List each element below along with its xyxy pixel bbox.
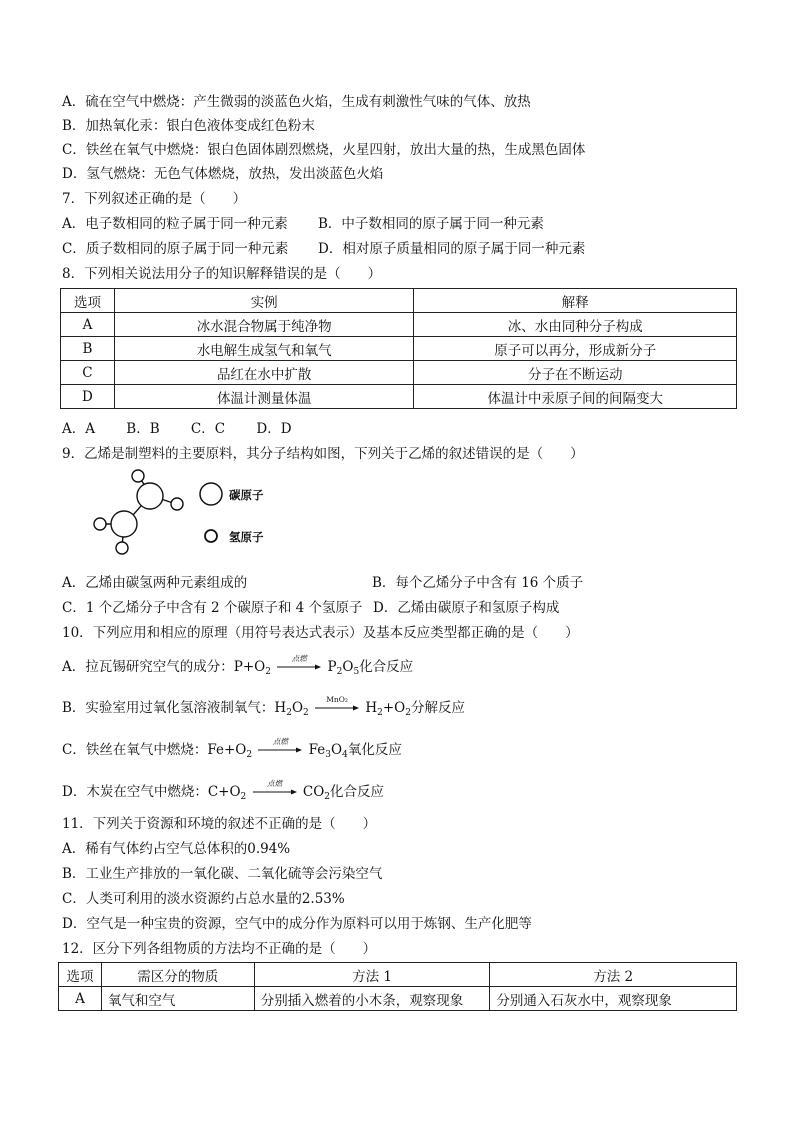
- q6-option-a: A．硫在空气中燃烧：产生微弱的淡蓝色火焰，生成有刺激性气味的气体、放热: [62, 94, 531, 110]
- reaction-arrow: [315, 695, 359, 714]
- reaction-type: 氧化反应: [347, 742, 402, 758]
- reaction-arrow: [277, 654, 321, 673]
- q7-stem: 7．下列叙述正确的是（ ）: [62, 191, 247, 207]
- table-header-cell: 需区分的物质: [101, 963, 254, 987]
- table-row: [61, 361, 737, 385]
- q11-option-d: D．空气是一种宝贵的资源，空气中的成分作为原料可以用于炼钢、生产化肥等: [62, 916, 532, 932]
- table-row: [59, 987, 737, 1011]
- equation-product: P: [327, 659, 337, 675]
- q6-option-d: D．氢气燃烧：无色气体燃烧，放热，发出淡蓝色火焰: [62, 166, 384, 182]
- reaction-type: 化合反应: [330, 784, 385, 800]
- reaction-condition: 点燃: [272, 737, 288, 746]
- equation-product-part: O: [342, 659, 354, 675]
- hydrogen-atom: [116, 542, 128, 554]
- table-cell: 分别插入燃着的小木条，观察现象: [254, 987, 490, 1011]
- q7-option-d: D．相对原子质量相同的原子属于同一种元素: [318, 241, 586, 257]
- equation-reactants: B．实验室用过氧化氢溶液制氧气：H: [62, 700, 287, 716]
- q6-option-b: B．加热氧化汞：银白色液体变成红色粉末: [62, 118, 315, 134]
- q11-option-a: A．稀有气体约占空气总体积的0.94%: [62, 841, 291, 857]
- ethylene-molecule-diagram: [90, 468, 200, 558]
- table-header-row: [59, 963, 737, 987]
- q10-option-d: D．木炭在空气中燃烧：$C+O_2$ 点燃 $CO_2$化合反应: [62, 784, 384, 800]
- table-cell: D: [61, 385, 115, 409]
- q10-option-a: A．拉瓦锡研究空气的成分：$P+O_2$ 点燃 $P_2O_5$化合反应: [62, 659, 413, 675]
- table-header-cell: 方法 2: [490, 963, 737, 987]
- table-cell: 冰水混合物属于纯净物: [114, 313, 414, 337]
- q10-option-c: C．铁丝在氧气中燃烧：$Fe+O_2$ 点燃 $Fe_3O_4$氧化反应: [62, 742, 402, 758]
- q10-stem: 10．下列应用和相应的原理（用符号表达式表示）及基本反应类型都正确的是（ ）: [62, 625, 579, 641]
- reaction-condition: 点燃: [291, 654, 307, 663]
- q11-option-b: B．工业生产排放的一氧化碳、二氧化硫等会污染空气: [62, 866, 383, 882]
- q7-option-c: C．质子数相同的原子属于同一种元素: [62, 241, 289, 257]
- q9-option-a: A．乙烯由碳氢两种元素组成的: [62, 575, 248, 591]
- table-row: [61, 337, 737, 361]
- table-header-cell: 解释: [414, 289, 737, 313]
- equation-reactants-part: O: [291, 700, 304, 716]
- reaction-arrow: [253, 779, 297, 798]
- equation-reactants: C．铁丝在氧气中燃烧：Fe+O: [62, 742, 247, 758]
- hydrogen-atom: [94, 518, 106, 530]
- hydrogen-atom: [132, 470, 144, 482]
- equation-product: CO: [302, 784, 325, 800]
- table-cell: 原子可以再分，形成新分子: [414, 337, 737, 361]
- equation-product-part: O: [331, 742, 343, 758]
- table-header-cell: 选项: [61, 289, 115, 313]
- table-header-cell: 实例: [114, 289, 414, 313]
- table-cell: 体温计测量体温: [114, 385, 414, 409]
- q10-option-b: B．实验室用过氧化氢溶液制氧气：$H_2O_2$ MnO₂ $H_2+O_2$分解反应: [62, 700, 465, 716]
- hydrogen-atom: [171, 498, 183, 510]
- table-cell: 分别通入石灰水中，观察现象: [490, 987, 737, 1011]
- q12-stem: 12．区分下列各组物质的方法均不正确的是（ ）: [62, 941, 377, 957]
- q9-option-b: B．每个乙烯分子中含有 16 个质子: [372, 575, 584, 591]
- equation-reactants: D．木炭在空气中燃烧：C+O: [62, 784, 241, 800]
- q8-answer-options: A．A B．B C．C D．D: [62, 421, 292, 437]
- table-cell: 分子在不断运动: [414, 361, 737, 385]
- table-cell: 水电解生成氢气和氧气: [114, 337, 414, 361]
- reaction-type: 分解反应: [410, 700, 465, 716]
- hydrogen-legend-symbol: [203, 528, 219, 544]
- table-row: [61, 313, 737, 337]
- q12-table: [58, 962, 737, 1011]
- carbon-legend-label: 碳原子: [229, 488, 264, 502]
- table-cell: B: [61, 337, 115, 361]
- reaction-condition: MnO₂: [326, 695, 348, 704]
- table-cell: A: [61, 313, 115, 337]
- reaction-condition: 点燃: [267, 779, 283, 788]
- q11-option-c: C．人类可利用的淡水资源约占总水量的2.53%: [62, 891, 345, 907]
- q9-option-c: C．1 个乙烯分子中含有 2 个碳原子和 4 个氢原子: [62, 600, 363, 616]
- table-header-cell: 选项: [59, 963, 102, 987]
- table-header-row: [61, 289, 737, 313]
- q6-option-c: C．铁丝在氧气中燃烧：银白色固体剧烈燃烧，火星四射，放出大量的热，生成黑色固体: [62, 142, 586, 158]
- q7-option-b: B．中子数相同的原子属于同一种元素: [318, 216, 544, 232]
- q11-stem: 11．下列关于资源和环境的叙述不正确的是（ ）: [62, 816, 377, 832]
- table-cell: 氧气和空气: [101, 987, 254, 1011]
- table-cell: 品红在水中扩散: [114, 361, 414, 385]
- q8-stem: 8．下列相关说法用分子的知识解释错误的是（ ）: [62, 266, 382, 282]
- table-cell: 冰、水由同种分子构成: [414, 313, 737, 337]
- q8-table: [60, 288, 737, 409]
- equation-product: Fe: [308, 742, 326, 758]
- q9-stem: 9．乙烯是制塑料的主要原料，其分子结构如图，下列关于乙烯的叙述错误的是（ ）: [62, 446, 584, 462]
- reaction-type: 化合反应: [359, 659, 414, 675]
- table-row: [61, 385, 737, 409]
- carbon-atom: [111, 511, 137, 537]
- reaction-arrow: [258, 737, 302, 756]
- equation-product-part: +O: [382, 700, 406, 716]
- table-cell: C: [61, 361, 115, 385]
- hydrogen-legend-label: 氢原子: [229, 530, 264, 544]
- table-cell: 体温计中汞原子间的间隔变大: [414, 385, 737, 409]
- carbon-atom: [137, 483, 163, 509]
- table-header-cell: 方法 1: [254, 963, 490, 987]
- equation-product: H: [365, 700, 378, 716]
- equation-reactants: A．拉瓦锡研究空气的成分：P+O: [62, 659, 266, 675]
- q9-option-d: D．乙烯由碳原子和氢原子构成: [373, 600, 560, 616]
- carbon-legend-symbol: [198, 481, 224, 507]
- q7-option-a: A．电子数相同的粒子属于同一种元素: [62, 216, 288, 232]
- table-cell: A: [59, 987, 102, 1011]
